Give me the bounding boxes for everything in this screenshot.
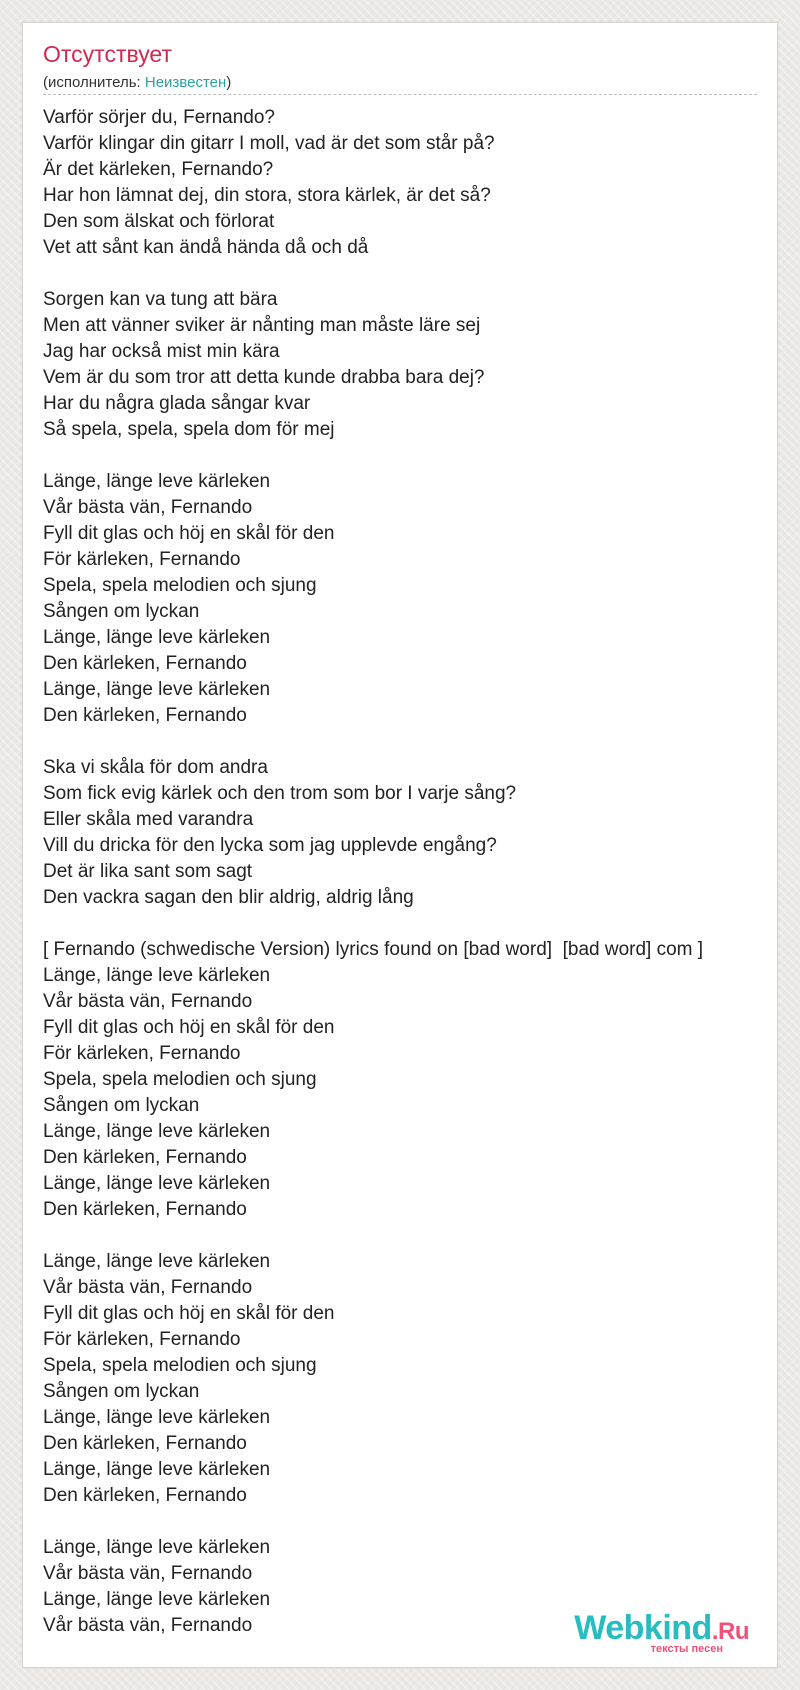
logo-tagline: тексты песен	[650, 1643, 723, 1655]
artist-suffix: )	[226, 74, 232, 91]
lyric-blank-line	[43, 1509, 757, 1535]
lyric-line: Ska vi skåla för dom andra	[43, 757, 268, 778]
lyric-line: Länge, länge leve kärleken	[43, 627, 271, 648]
lyric-line: Länge, länge leve kärleken	[43, 1121, 271, 1142]
lyric-line: [ Fernando (schwedische Version) lyrics found on [bad word] [bad word] com ]	[43, 939, 704, 960]
lyric-line: Länge, länge leve kärleken	[43, 679, 271, 700]
lyric-line: Fyll dit glas och höj en skål för den	[43, 523, 335, 544]
lyric-blank-line	[43, 1223, 757, 1249]
lyric-line: Den kärleken, Fernando	[43, 705, 247, 726]
lyric-blank-line	[43, 911, 757, 937]
lyric-line: Har hon lämnat dej, din stora, stora kärlek, är det så?	[43, 185, 491, 206]
lyric-line: Den som älskat och förlorat	[43, 211, 275, 232]
lyric-line: Sorgen kan va tung att bära	[43, 289, 278, 310]
lyric-line: Vet att sånt kan ändå hända då och då	[43, 237, 369, 258]
lyric-line: Länge, länge leve kärleken	[43, 1537, 271, 1558]
lyric-line: Länge, länge leve kärleken	[43, 1173, 271, 1194]
lyric-line: Fyll dit glas och höj en skål för den	[43, 1303, 335, 1324]
lyrics-card	[22, 22, 778, 1668]
lyric-line: För kärleken, Fernando	[43, 549, 241, 570]
lyric-line: Eller skåla med varandra	[43, 809, 254, 830]
lyric-line: Jag har också mist min kära	[43, 341, 280, 362]
lyric-line: Vill du dricka för den lycka som jag upplevde engång?	[43, 835, 497, 856]
lyric-line: Sången om lyckan	[43, 1381, 200, 1402]
lyric-line: Den kärleken, Fernando	[43, 653, 247, 674]
lyric-line: Sången om lyckan	[43, 601, 200, 622]
lyric-blank-line	[43, 443, 757, 469]
site-logo[interactable]	[549, 1611, 749, 1655]
lyric-line: Vår bästa vän, Fernando	[43, 991, 253, 1012]
lyric-line: Är det kärleken, Fernando?	[43, 159, 274, 180]
lyric-line: Länge, länge leve kärleken	[43, 1407, 271, 1428]
lyric-line: Vår bästa vän, Fernando	[43, 497, 253, 518]
lyric-line: Har du några glada sångar kvar	[43, 393, 311, 414]
logo-main-text: Webkind	[574, 1609, 712, 1647]
lyric-blank-line	[43, 261, 757, 287]
lyric-line: Så spela, spela, spela dom för mej	[43, 419, 335, 440]
lyric-line: För kärleken, Fernando	[43, 1329, 241, 1350]
title-divider	[43, 94, 757, 95]
logo-suffix: .Ru	[711, 1618, 749, 1645]
lyric-line: Vår bästa vän, Fernando	[43, 1615, 253, 1636]
lyrics-text	[43, 105, 757, 1639]
logo-wordmark	[574, 1611, 749, 1645]
lyric-line: Fyll dit glas och höj en skål för den	[43, 1017, 335, 1038]
lyric-line: Den kärleken, Fernando	[43, 1485, 247, 1506]
lyric-line: Den kärleken, Fernando	[43, 1433, 247, 1454]
lyric-line: Vår bästa vän, Fernando	[43, 1277, 253, 1298]
lyric-blank-line	[43, 729, 757, 755]
lyric-line: Spela, spela melodien och sjung	[43, 1069, 317, 1090]
song-title: Отсутствует	[43, 41, 172, 67]
lyric-line: Vår bästa vän, Fernando	[43, 1563, 253, 1584]
lyric-line: Vem är du som tror att detta kunde drabba bara dej?	[43, 367, 485, 388]
lyric-line: Det är lika sant som sagt	[43, 861, 253, 882]
lyric-line: Den vackra sagan den blir aldrig, aldrig lång	[43, 887, 414, 908]
lyric-line: Den kärleken, Fernando	[43, 1199, 247, 1220]
lyric-line: Spela, spela melodien och sjung	[43, 1355, 317, 1376]
lyric-line: Länge, länge leve kärleken	[43, 965, 271, 986]
lyric-line: Den kärleken, Fernando	[43, 1147, 247, 1168]
artist-line	[43, 74, 231, 91]
lyric-line: Som fick evig kärlek och den trom som bor I varje sång?	[43, 783, 517, 804]
artist-prefix: (исполнитель:	[43, 74, 145, 91]
lyric-line: Länge, länge leve kärleken	[43, 471, 271, 492]
lyric-line: Varför sörjer du, Fernando?	[43, 107, 275, 128]
lyric-line: För kärleken, Fernando	[43, 1043, 241, 1064]
lyric-line: Men att vänner sviker är nånting man måste läre sej	[43, 315, 481, 336]
lyric-line: Länge, länge leve kärleken	[43, 1251, 271, 1272]
lyric-line: Länge, länge leve kärleken	[43, 1589, 271, 1610]
artist-link[interactable]: Неизвестен	[144, 74, 227, 91]
lyric-line: Varför klingar din gitarr I moll, vad är det som står på?	[43, 133, 495, 154]
lyric-line: Länge, länge leve kärleken	[43, 1459, 271, 1480]
lyric-line: Spela, spela melodien och sjung	[43, 575, 317, 596]
lyric-line: Sången om lyckan	[43, 1095, 200, 1116]
